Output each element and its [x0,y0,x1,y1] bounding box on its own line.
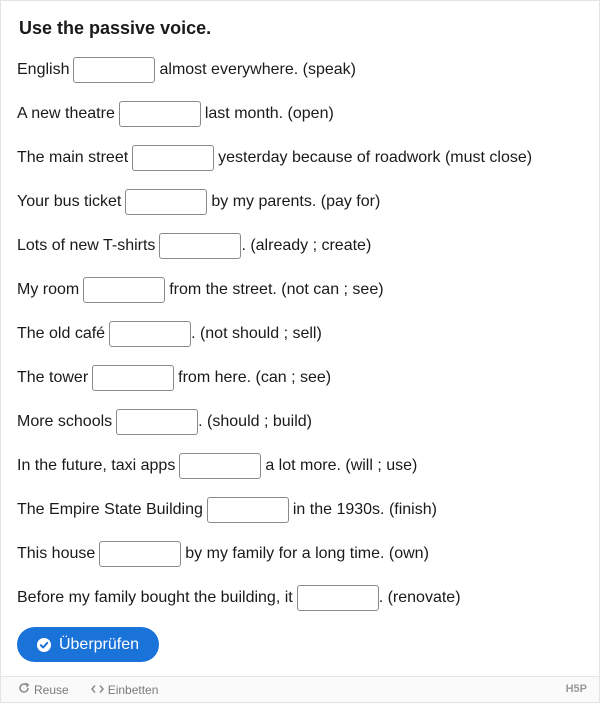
exercise-row [17,452,417,480]
row-text-before: A new theatre [17,105,115,122]
answer-blank-1[interactable] [73,57,155,83]
exercise-row [17,408,312,436]
answer-blank-13[interactable] [297,585,379,611]
row-text-after: from here. (can ; see) [178,369,332,386]
row-text-before: English [17,61,70,78]
embed-label: Einbetten [107,682,159,697]
row-text-after: almost everywhere. (speak) [159,61,356,78]
answer-blank-4[interactable] [125,189,207,215]
row-text-before: In the future, taxi apps [17,457,176,474]
check-circle-icon [37,638,51,652]
answer-blank-6[interactable] [83,277,165,303]
row-text-before: Lots of new T-shirts [17,237,156,254]
h5p-logo: H5P [565,683,587,695]
exercise-row [17,232,371,260]
h5p-footer [1,676,599,702]
row-text-after: last month. (open) [204,105,334,122]
row-text-before: The main street [17,149,129,166]
row-text-after: . (renovate) [378,589,461,606]
answer-blank-2[interactable] [119,101,201,127]
answer-blank-5[interactable] [159,233,241,259]
row-text-before: My room [17,281,80,298]
answer-blank-12[interactable] [99,541,181,567]
answer-blank-9[interactable] [116,409,198,435]
exercise-row [17,56,356,84]
exercise-row [17,496,437,524]
exercise-row [17,584,461,612]
task-title: Use the passive voice. [19,18,212,38]
reuse-icon [18,682,30,697]
reuse-button[interactable] [18,682,69,697]
row-text-after: . (already ; create) [241,237,372,254]
row-text-after: yesterday because of roadwork (must close) [218,149,533,166]
row-text-after: . (not should ; sell) [191,325,322,342]
row-text-before: Your bus ticket [17,193,122,210]
exercise-row [17,100,334,128]
answer-blank-7[interactable] [109,321,191,347]
answer-blank-10[interactable] [179,453,261,479]
row-text-before: Before my family bought the building, it [17,589,293,606]
answer-blank-11[interactable] [207,497,289,523]
exercise-row [17,188,380,216]
exercise-row [17,276,384,304]
exercise-row [17,320,322,348]
row-text-after: in the 1930s. (finish) [292,501,437,518]
answer-blank-8[interactable] [92,365,174,391]
exercise-row [17,144,532,172]
row-text-before: More schools [17,413,113,430]
row-text-before: The old café [17,325,106,342]
reuse-label: Reuse [34,682,69,697]
answer-blank-3[interactable] [132,145,214,171]
code-icon [91,683,104,697]
row-text-after: by my parents. (pay for) [211,193,381,210]
check-button-label: Überprüfen [58,635,140,653]
row-text-before: The tower [17,369,89,386]
row-text-after: . (should ; build) [198,413,312,430]
exercise-row [17,540,429,568]
row-text-before: This house [17,545,96,562]
exercise-row [17,364,331,392]
row-text-after: a lot more. (will ; use) [265,457,418,474]
row-text-before: The Empire State Building [17,501,203,518]
embed-button[interactable] [91,683,159,697]
row-text-after: from the street. (not can ; see) [169,281,384,298]
row-text-after: by my family for a long time. (own) [185,545,429,562]
check-button[interactable] [17,627,159,662]
